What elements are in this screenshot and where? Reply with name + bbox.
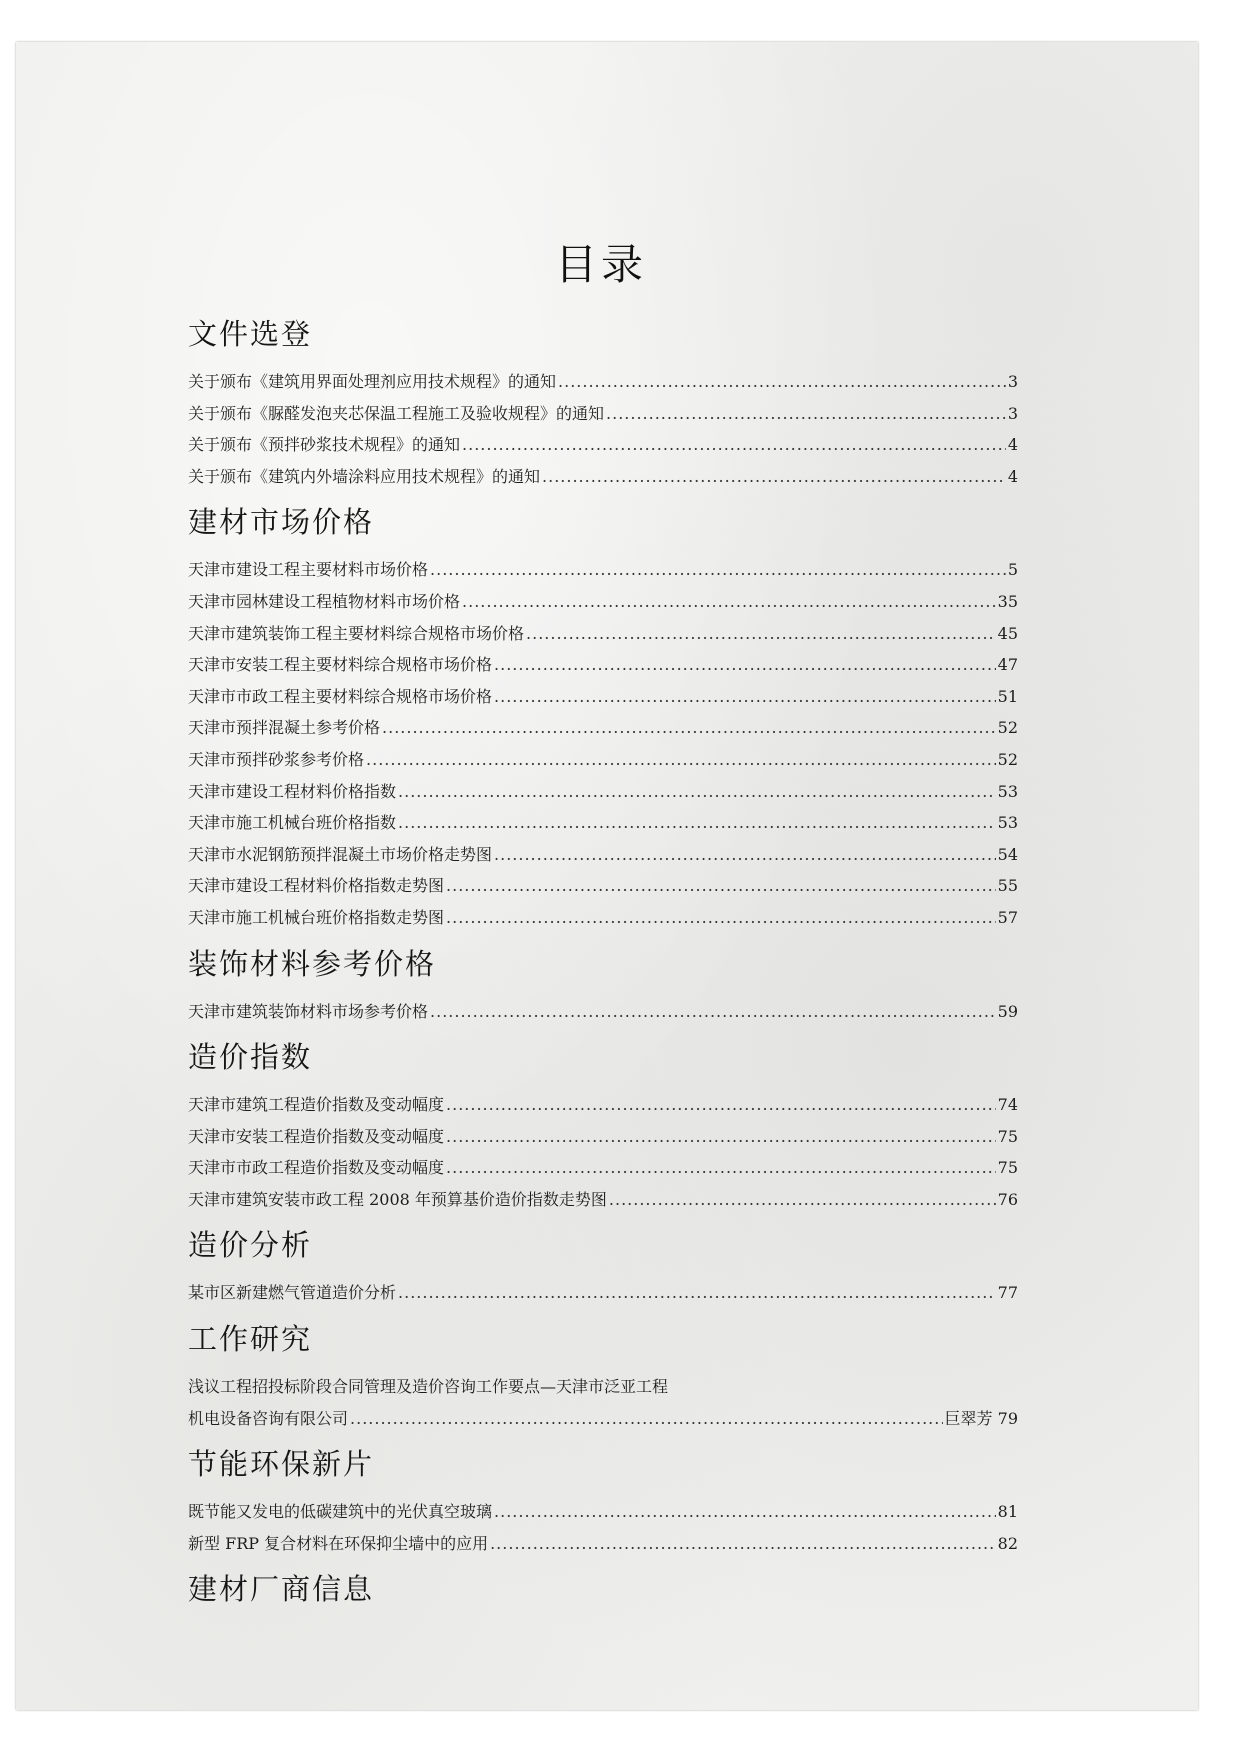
toc-section xyxy=(188,1223,1018,1317)
section-heading: 装饰材料参考价格 xyxy=(188,946,437,981)
dot-leader xyxy=(366,744,996,776)
dot-leader xyxy=(526,618,996,650)
dot-leader xyxy=(494,1496,996,1528)
toc-entry xyxy=(188,870,1018,902)
toc-entry-text: 天津市施工机械台班价格指数 xyxy=(188,813,397,833)
toc-entry xyxy=(188,618,1018,650)
toc-entry-text: 天津市预拌混凝土参考价格 xyxy=(188,718,381,738)
page-number: 81 xyxy=(997,1502,1018,1522)
section-spacer xyxy=(188,1309,1018,1317)
toc-entry-text: 关于颁布《建筑用界面处理剂应用技术规程》的通知 xyxy=(188,372,557,391)
page-number: 51 xyxy=(997,686,1018,706)
toc-section xyxy=(188,1035,1018,1223)
page-number: 57 xyxy=(997,907,1018,927)
dot-leader xyxy=(606,398,1006,430)
toc-entry xyxy=(188,776,1018,808)
dot-leader xyxy=(430,554,1006,586)
toc-entry xyxy=(188,649,1018,681)
toc-entry-text: 天津市建设工程材料价格指数走势图 xyxy=(188,876,445,896)
section-heading: 造价指数 xyxy=(188,1040,313,1075)
toc-entry-text: 天津市建筑工程造价指数及变动幅度 xyxy=(188,1095,445,1115)
dot-leader xyxy=(494,681,996,713)
toc-entry-text: 天津市建筑装饰工程主要材料综合规格市场价格 xyxy=(188,623,525,643)
dot-leader xyxy=(446,1089,996,1121)
section-spacer xyxy=(188,1621,1018,1629)
toc-entry-text: 天津市水泥钢筋预拌混凝土市场价格走势图 xyxy=(188,844,493,864)
toc-entry xyxy=(188,712,1018,744)
toc-entry-text: 新型 FRP 复合材料在环保抑尘墙中的应用 xyxy=(188,1533,489,1553)
page-number: 77 xyxy=(997,1283,1018,1303)
dot-leader xyxy=(350,1403,943,1435)
page-number: 47 xyxy=(997,655,1018,675)
page-number: 53 xyxy=(997,813,1018,833)
toc-entry xyxy=(188,839,1018,871)
dot-leader xyxy=(398,807,996,839)
toc-entry xyxy=(188,1089,1018,1121)
section-spacer xyxy=(188,934,1018,942)
page-number: 75 xyxy=(997,1126,1018,1146)
page-title: 目录 xyxy=(554,240,647,289)
section-heading: 建材市场价格 xyxy=(188,505,375,540)
section-heading: 文件选登 xyxy=(188,317,313,351)
section-spacer xyxy=(188,1215,1018,1223)
page-number: 35 xyxy=(997,591,1018,611)
dot-leader xyxy=(462,586,996,618)
toc-entry-text: 天津市施工机械台班价格指数走势图 xyxy=(188,907,445,927)
toc-entry xyxy=(188,429,1018,461)
section-heading: 工作研究 xyxy=(188,1322,313,1357)
page-number: 59 xyxy=(997,1001,1018,1021)
section-spacer xyxy=(188,492,1018,500)
toc-entry-text: 天津市建筑装饰材料市场参考价格 xyxy=(188,1001,429,1021)
section-heading: 节能环保新片 xyxy=(188,1447,375,1482)
dot-leader xyxy=(398,776,996,808)
toc-entry-text: 天津市市政工程主要材料综合规格市场价格 xyxy=(188,686,493,706)
toc-entry-text: 天津市园林建设工程植物材料市场价格 xyxy=(188,591,461,611)
page-number: 76 xyxy=(997,1189,1018,1209)
dot-leader xyxy=(446,902,996,934)
dot-leader xyxy=(494,839,996,871)
toc-entry-line xyxy=(188,1371,1018,1403)
page-number: 45 xyxy=(997,623,1018,643)
page-number: 4 xyxy=(1007,435,1018,455)
toc-entry-text: 既节能又发电的低碳建筑中的光伏真空玻璃 xyxy=(188,1502,493,1522)
dot-leader xyxy=(462,429,1006,461)
page-number: 4 xyxy=(1007,466,1018,486)
toc-section xyxy=(188,1317,1018,1442)
toc-entry xyxy=(188,1277,1018,1309)
toc-entry xyxy=(188,744,1018,776)
toc-entry xyxy=(188,1152,1018,1184)
scanned-page xyxy=(16,42,1198,1710)
toc-section xyxy=(188,1567,1018,1629)
toc-entry xyxy=(188,398,1018,430)
dot-leader xyxy=(446,1152,996,1184)
page-number: 巨翠芳 79 xyxy=(944,1408,1018,1428)
toc-entry xyxy=(188,1184,1018,1216)
toc-section xyxy=(188,500,1018,941)
toc-entry xyxy=(188,1121,1018,1153)
dot-leader xyxy=(542,461,1006,493)
toc-entry-text: 天津市建设工程材料价格指数 xyxy=(188,781,397,801)
toc-entry xyxy=(188,554,1018,586)
toc-entry xyxy=(188,902,1018,934)
toc-entry-text: 关于颁布《预拌砂浆技术规程》的通知 xyxy=(188,435,461,455)
dot-leader xyxy=(382,712,996,744)
section-spacer xyxy=(188,1559,1018,1567)
page-number: 82 xyxy=(997,1533,1018,1553)
toc-section xyxy=(188,312,1018,500)
toc-entry-text: 天津市安装工程造价指数及变动幅度 xyxy=(188,1126,445,1146)
toc-section xyxy=(188,942,1018,1036)
page-number: 5 xyxy=(1007,560,1018,580)
table-of-contents xyxy=(188,312,1018,1629)
section-heading: 造价分析 xyxy=(188,1228,313,1263)
toc-entry xyxy=(188,1528,1018,1560)
toc-section xyxy=(188,1442,1018,1567)
dot-leader xyxy=(558,366,1006,398)
page-number: 3 xyxy=(1007,403,1018,423)
page-number: 52 xyxy=(997,718,1018,738)
page-number: 74 xyxy=(997,1095,1018,1115)
section-spacer xyxy=(188,1434,1018,1442)
section-spacer xyxy=(188,1027,1018,1035)
section-heading: 建材厂商信息 xyxy=(188,1572,375,1607)
toc-entry xyxy=(188,586,1018,618)
page-number: 55 xyxy=(997,876,1018,896)
dot-leader xyxy=(494,649,996,681)
page-number: 75 xyxy=(997,1158,1018,1178)
toc-entry xyxy=(188,1403,1018,1435)
toc-entry-text: 天津市建筑安装市政工程 2008 年预算基价造价指数走势图 xyxy=(188,1189,607,1209)
toc-entry-text: 机电设备咨询有限公司 xyxy=(188,1408,349,1428)
toc-entry-text: 天津市建设工程主要材料市场价格 xyxy=(188,560,429,580)
toc-entry xyxy=(188,366,1018,398)
page-number: 53 xyxy=(997,781,1018,801)
dot-leader xyxy=(609,1184,996,1216)
toc-entry-text: 关于颁布《建筑内外墙涂料应用技术规程》的通知 xyxy=(188,466,541,486)
toc-entry xyxy=(188,1496,1018,1528)
toc-entry xyxy=(188,807,1018,839)
toc-entry-text: 关于颁布《脲醛发泡夹芯保温工程施工及验收规程》的通知 xyxy=(188,403,605,423)
toc-entry-text: 某市区新建燃气管道造价分析 xyxy=(188,1283,397,1303)
toc-entry-text: 天津市安装工程主要材料综合规格市场价格 xyxy=(188,655,493,675)
toc-entry-text: 天津市预拌砂浆参考价格 xyxy=(188,749,365,769)
toc-entry-text: 天津市市政工程造价指数及变动幅度 xyxy=(188,1158,445,1178)
toc-entry xyxy=(188,996,1018,1028)
dot-leader xyxy=(490,1528,996,1560)
page-number: 54 xyxy=(997,844,1018,864)
toc-entry-text: 浅议工程招投标阶段合同管理及造价咨询工作要点—天津市泛亚工程 xyxy=(188,1377,669,1397)
dot-leader xyxy=(398,1277,996,1309)
dot-leader xyxy=(430,996,996,1028)
dot-leader xyxy=(446,870,996,902)
toc-entry xyxy=(188,461,1018,493)
page-number: 3 xyxy=(1007,372,1018,391)
dot-leader xyxy=(446,1121,996,1153)
toc-entry xyxy=(188,681,1018,713)
page-number: 52 xyxy=(997,749,1018,769)
